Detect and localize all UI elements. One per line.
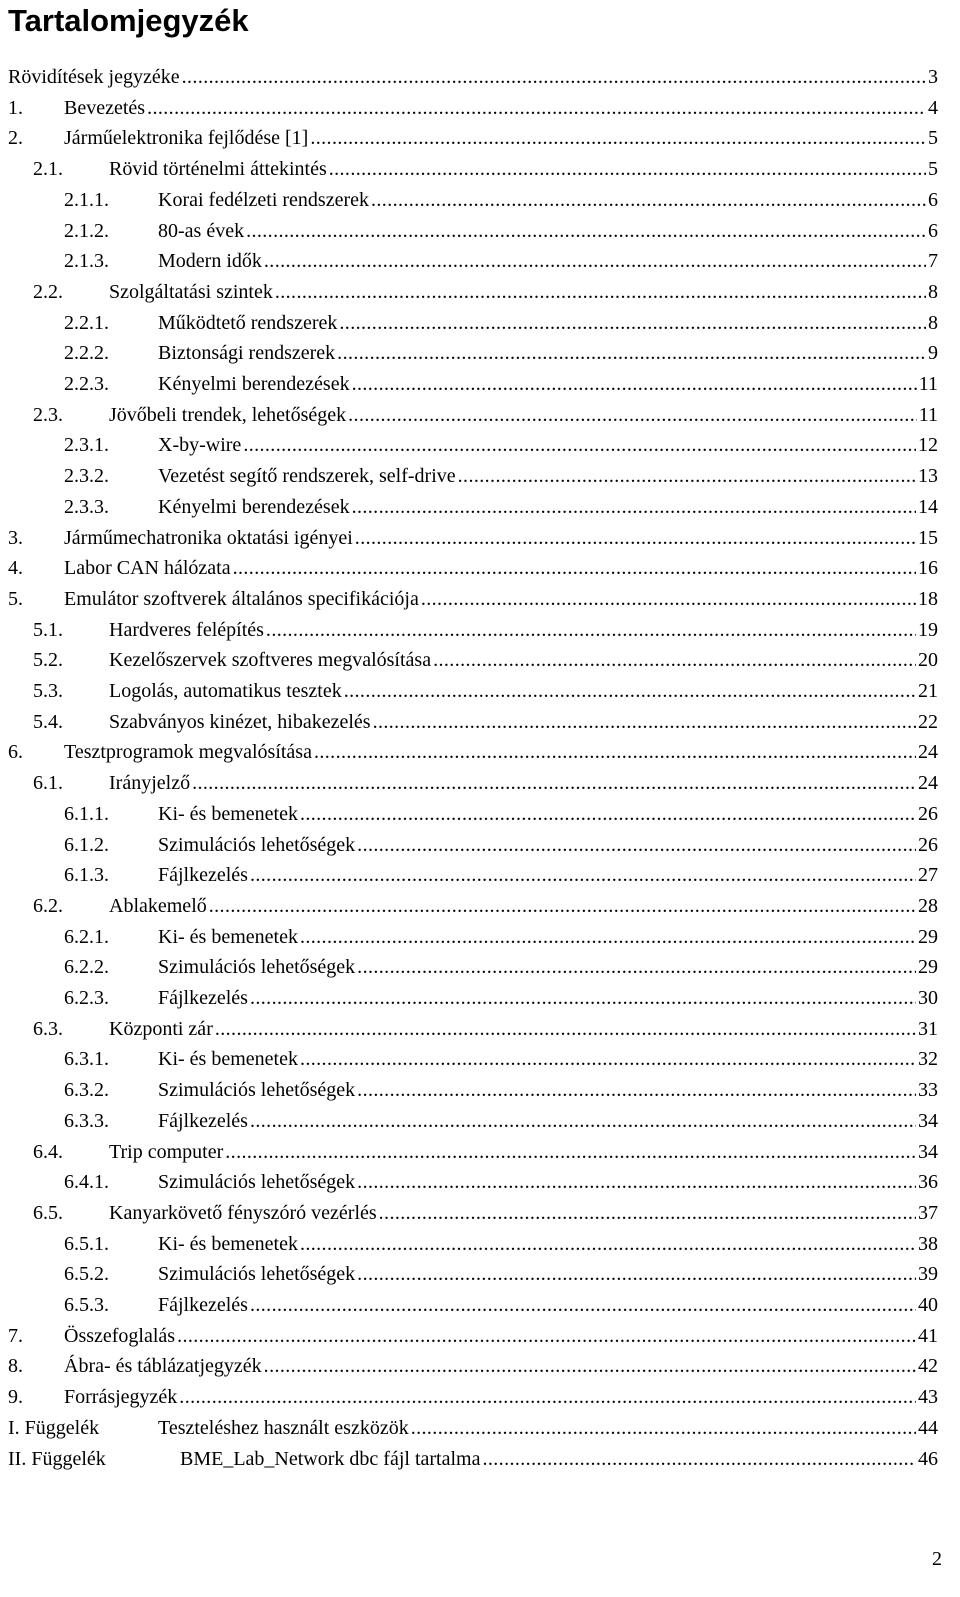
toc-dot-leader <box>250 1290 916 1320</box>
toc-entry[interactable] <box>33 1198 938 1229</box>
toc-dot-leader <box>300 922 916 952</box>
toc-entry[interactable] <box>33 277 938 308</box>
toc-entry-label: Szimulációs lehetőségek <box>158 833 356 856</box>
toc-entry-page: 32 <box>918 1048 938 1071</box>
toc-entry-page: 4 <box>928 96 938 119</box>
toc-dot-leader <box>352 492 916 522</box>
toc-entry[interactable] <box>64 799 938 830</box>
toc-entry[interactable] <box>33 154 938 185</box>
toc-dot-leader <box>357 1075 916 1105</box>
toc-entry-label: Fájlkezelés <box>158 1109 248 1132</box>
toc-entry-page: 9 <box>928 342 938 365</box>
toc-entry[interactable] <box>64 308 938 339</box>
toc-entry-number: 6. <box>8 741 23 764</box>
toc-entry[interactable] <box>64 461 938 492</box>
toc-entry-number: 4. <box>8 557 23 580</box>
toc-dot-leader <box>329 154 926 184</box>
toc-entry[interactable] <box>64 246 938 277</box>
toc-entry-page: 31 <box>918 1017 938 1040</box>
toc-entry-number: 2.3.2. <box>64 465 109 488</box>
toc-entry-page: 6 <box>928 188 938 211</box>
toc-entry[interactable] <box>33 645 938 676</box>
toc-entry[interactable] <box>64 1075 938 1106</box>
toc-entry-label: Labor CAN hálózata <box>64 557 231 580</box>
toc-entry-label: Trip computer <box>109 1140 224 1163</box>
toc-entry-label: Szimulációs lehetőségek <box>158 1263 356 1286</box>
toc-dot-leader <box>225 1137 916 1167</box>
toc-entry-label: Hardveres felépítés <box>109 618 264 641</box>
toc-entry-number: 6.3.3. <box>64 1109 109 1132</box>
toc-entry-number: 7. <box>8 1324 23 1347</box>
toc-entry[interactable] <box>33 891 938 922</box>
toc-entry-number: 6.4. <box>33 1140 63 1163</box>
toc-dot-leader <box>371 185 926 215</box>
toc-entry-number: 9. <box>8 1386 23 1409</box>
toc-entry-number: 6.2. <box>33 894 63 917</box>
toc-entry[interactable] <box>64 1106 938 1137</box>
toc-entry-label: Járműmechatronika oktatási igényei <box>64 526 353 549</box>
toc-dot-leader <box>192 768 916 798</box>
toc-entry-number: 6.1. <box>33 772 63 795</box>
toc-entry-page: 5 <box>928 127 938 150</box>
toc-entry-number: 2.2.1. <box>64 311 109 334</box>
toc-entry-page: 33 <box>918 1079 938 1102</box>
toc-dot-leader <box>300 1229 916 1259</box>
toc-entry-page: 39 <box>918 1263 938 1286</box>
toc-entry-page: 8 <box>928 280 938 303</box>
toc-entry-page: 16 <box>918 557 938 580</box>
toc-entry[interactable] <box>64 1259 938 1290</box>
toc-entry-label: Ki- és bemenetek <box>158 1048 298 1071</box>
toc-entry-label: Irányjelző <box>109 772 191 795</box>
toc-entry-label: X-by-wire <box>158 434 242 457</box>
toc-entry-label: Járműelektronika fejlődése [1] <box>64 127 309 150</box>
toc-dot-leader <box>250 860 916 890</box>
toc-entry-label: Bevezetés <box>64 96 146 119</box>
toc-dot-leader <box>177 1321 916 1351</box>
toc-entry-number: 2. <box>8 127 23 150</box>
toc-entry-label: Szimulációs lehetőségek <box>158 1171 356 1194</box>
toc-entry-page: 29 <box>918 956 938 979</box>
toc-entry-number: 2.1.3. <box>64 250 109 273</box>
toc-dot-leader <box>352 369 917 399</box>
toc-entry[interactable] <box>64 1167 938 1198</box>
toc-entry-number: 6.2.1. <box>64 925 109 948</box>
toc-entry-number: 6.1.2. <box>64 833 109 856</box>
toc-entry[interactable] <box>64 1290 938 1321</box>
page-title: Tartalomjegyzék <box>8 3 249 38</box>
toc-entry-label: Jövőbeli trendek, lehetőségek <box>109 403 347 426</box>
toc-entry[interactable] <box>8 584 938 615</box>
toc-entry[interactable] <box>8 1413 938 1444</box>
toc-entry-label: Szolgáltatási szintek <box>109 280 273 303</box>
toc-entry-page: 18 <box>918 587 938 610</box>
toc-entry-number: 6.3.2. <box>64 1079 109 1102</box>
toc-entry-page: 24 <box>918 741 938 764</box>
toc-entry-page: 6 <box>928 219 938 242</box>
toc-entry-page: 22 <box>918 710 938 733</box>
toc-dot-leader <box>357 830 916 860</box>
toc-entry[interactable] <box>33 768 938 799</box>
page-number: 2 <box>932 1548 942 1570</box>
toc-entry-page: 21 <box>918 680 938 702</box>
toc-entry-page: 38 <box>918 1232 938 1255</box>
toc-entry-number: 2.3. <box>33 403 63 426</box>
toc-entry-label: Kezelőszervek szoftveres megvalósítása <box>109 649 432 672</box>
toc-entry-label: Rövid történelmi áttekintés <box>109 158 327 181</box>
toc-dot-leader <box>243 430 916 460</box>
toc-entry[interactable] <box>64 983 938 1014</box>
toc-entry-page: 13 <box>918 465 938 488</box>
toc-entry[interactable] <box>64 369 938 400</box>
toc-entry-label: Kanyarkövető fényszóró vezérlés <box>109 1201 377 1224</box>
toc-dot-leader <box>357 1167 916 1197</box>
toc-entry-label: Korai fedélzeti rendszerek <box>158 188 369 211</box>
toc-entry-number: 6.3. <box>33 1017 63 1040</box>
toc-entry-page: 34 <box>918 1109 938 1132</box>
toc-entry-label: 80-as évek <box>158 219 245 242</box>
toc-entry-label: Ki- és bemenetek <box>158 1232 298 1255</box>
toc-entry-label: Kényelmi berendezések <box>158 373 350 395</box>
toc-entry-label: Rövidítések jegyzéke <box>8 66 180 88</box>
toc-entry-number: 6.5.2. <box>64 1263 109 1286</box>
toc-dot-leader <box>373 707 916 737</box>
toc-dot-leader <box>339 308 926 338</box>
toc-entry-number: 2.2.2. <box>64 342 109 365</box>
toc-entry-label: Fájlkezelés <box>158 864 248 887</box>
toc-dot-leader <box>314 737 916 767</box>
toc-entry[interactable] <box>8 553 938 584</box>
toc-entry-label: Kényelmi berendezések <box>158 495 350 518</box>
toc-entry-label: Fájlkezelés <box>158 987 248 1009</box>
toc-entry-label: Ki- és bemenetek <box>158 802 298 825</box>
toc-entry-number: 2.1.2. <box>64 219 109 242</box>
toc-entry-number: 6.5. <box>33 1201 63 1224</box>
toc-entry-label: Emulátor szoftverek általános specifikációja <box>64 587 419 610</box>
toc-entry[interactable] <box>8 737 938 768</box>
toc-entry[interactable] <box>64 216 938 247</box>
toc-dot-leader <box>233 553 916 583</box>
toc-dot-leader <box>147 93 926 123</box>
toc-entry[interactable] <box>33 400 938 431</box>
toc-entry-page: 20 <box>918 649 938 672</box>
toc-entry-label: Működtető rendszerek <box>158 311 338 334</box>
toc-entry[interactable] <box>8 123 938 154</box>
toc-dot-leader <box>264 246 926 276</box>
toc-entry[interactable] <box>8 1382 938 1413</box>
toc-entry-label: Teszteléshez használt eszközök <box>158 1416 409 1439</box>
toc-entry-number: 6.1.3. <box>64 864 109 887</box>
toc-entry-page: 30 <box>918 987 938 1009</box>
toc-dot-leader <box>179 1382 916 1412</box>
toc-entry[interactable] <box>8 93 938 124</box>
toc-entry-page: 5 <box>928 158 938 181</box>
toc-entry[interactable] <box>64 952 938 983</box>
toc-entry-label: Tesztprogramok megvalósítása <box>64 741 312 764</box>
toc-dot-leader <box>348 400 917 430</box>
toc-entry-number: 6.2.2. <box>64 956 109 979</box>
toc-entry[interactable] <box>8 1321 938 1352</box>
toc-dot-leader <box>357 952 916 982</box>
toc-entry[interactable] <box>8 523 938 554</box>
toc-entry[interactable] <box>33 676 938 707</box>
toc-entry-page: 36 <box>918 1171 938 1194</box>
toc-entry-page: 34 <box>918 1140 938 1163</box>
toc-entry[interactable] <box>64 430 938 461</box>
toc-entry-number: 8. <box>8 1355 23 1378</box>
toc-entry-page: 26 <box>918 802 938 825</box>
toc-entry[interactable] <box>8 1351 938 1382</box>
toc-entry[interactable] <box>33 1014 938 1045</box>
toc-entry[interactable] <box>64 492 938 523</box>
toc-entry[interactable] <box>64 922 938 953</box>
toc-entry-label: Szabványos kinézet, hibakezelés <box>109 710 371 733</box>
toc-entry-number: 5.3. <box>33 680 63 702</box>
toc-entry-number: 6.2.3. <box>64 987 109 1009</box>
toc-entry[interactable] <box>64 830 938 861</box>
toc-dot-leader <box>411 1413 916 1443</box>
toc-dot-leader <box>215 1014 916 1044</box>
toc-entry-page: 19 <box>918 618 938 641</box>
toc-dot-leader <box>357 1259 916 1289</box>
toc-entry-page: 14 <box>918 495 938 518</box>
toc-entry[interactable] <box>8 1444 938 1475</box>
toc-entry-number: 2.1.1. <box>64 188 109 211</box>
toc-entry-page: 3 <box>928 66 938 88</box>
toc-entry-page: 44 <box>918 1416 938 1439</box>
toc-entry-label: Modern idők <box>158 250 262 273</box>
toc-dot-leader <box>300 799 916 829</box>
toc-entry-label: Biztonsági rendszerek <box>158 342 336 365</box>
toc-entry-page: 7 <box>928 250 938 273</box>
toc-entry-label: Fájlkezelés <box>158 1294 248 1316</box>
toc-entry-page: 15 <box>918 526 938 549</box>
toc-entry[interactable] <box>64 1229 938 1260</box>
toc-entry-label: Összefoglalás <box>64 1324 176 1347</box>
toc-dot-leader <box>421 584 916 614</box>
toc-dot-leader <box>310 123 926 153</box>
toc-entry-label: Ábra- és táblázatjegyzék <box>64 1355 262 1378</box>
toc-entry-number: 2.3.1. <box>64 434 109 457</box>
toc-entry[interactable] <box>64 185 938 216</box>
toc-dot-leader <box>250 1106 916 1136</box>
toc-entry-label: BME_Lab_Network dbc fájl tartalma <box>180 1447 481 1470</box>
toc-entry[interactable] <box>8 62 938 93</box>
toc-entry-page: 40 <box>918 1294 938 1316</box>
toc-entry-label: Vezetést segítő rendszerek, self-drive <box>158 465 456 488</box>
toc-entry-page: 12 <box>918 434 938 457</box>
toc-entry-page: 26 <box>918 833 938 856</box>
toc-entry-page: 11 <box>918 403 938 426</box>
toc-entry-number: 2.1. <box>33 158 63 181</box>
toc-entry-number: 6.4.1. <box>64 1171 109 1194</box>
toc-dot-leader <box>264 1351 916 1381</box>
toc-entry-page: 8 <box>928 311 938 334</box>
toc-entry-number: 6.3.1. <box>64 1048 109 1071</box>
toc-entry-label: Logolás, automatikus tesztek <box>109 680 342 702</box>
toc-entry-number: 6.5.3. <box>64 1294 109 1316</box>
toc-dot-leader <box>458 461 916 491</box>
toc-entry-number: 2.2. <box>33 280 63 303</box>
toc-entry-number: 6.1.1. <box>64 802 109 825</box>
toc-dot-leader <box>355 523 916 553</box>
toc-dot-leader <box>209 891 916 921</box>
toc-entry-page: 29 <box>918 925 938 948</box>
toc-entry[interactable] <box>33 1137 938 1168</box>
toc-entry-number: 2.3.3. <box>64 495 109 518</box>
toc-entry-number: II. Függelék <box>8 1447 106 1470</box>
toc-dot-leader <box>266 615 916 645</box>
toc-entry[interactable] <box>64 338 938 369</box>
toc-entry-page: 24 <box>918 772 938 795</box>
toc-entry-number: 3. <box>8 526 23 549</box>
toc-entry-number: 6.5.1. <box>64 1232 109 1255</box>
toc-entry[interactable] <box>33 707 938 738</box>
toc-dot-leader <box>337 338 926 368</box>
toc-entry-page: 27 <box>918 864 938 887</box>
toc-entry-page: 37 <box>918 1201 938 1224</box>
toc-entry-number: 2.2.3. <box>64 373 109 395</box>
toc-dot-leader <box>182 62 926 92</box>
toc-entry-page: 46 <box>918 1447 938 1470</box>
toc-dot-leader <box>482 1444 916 1474</box>
toc-entry-page: 43 <box>918 1386 938 1409</box>
toc-entry-label: Ki- és bemenetek <box>158 925 298 948</box>
toc-entry-label: Ablakemelő <box>109 894 207 917</box>
toc-dot-leader <box>250 983 916 1013</box>
toc-entry[interactable] <box>33 615 938 646</box>
toc-dot-leader <box>300 1044 916 1074</box>
toc-entry-label: Szimulációs lehetőségek <box>158 1079 356 1102</box>
toc-dot-leader <box>344 676 916 706</box>
toc-entry-number: 1. <box>8 96 23 119</box>
toc-entry-number: 5.1. <box>33 618 63 641</box>
toc-entry-number: 5.2. <box>33 649 63 672</box>
toc-entry[interactable] <box>64 860 938 891</box>
toc-entry-number: I. Függelék <box>8 1416 100 1439</box>
toc-entry-number: 5. <box>8 587 23 610</box>
toc-entry-page: 41 <box>918 1324 938 1347</box>
toc-entry-page: 11 <box>918 373 938 395</box>
toc-entry-label: Forrásjegyzék <box>64 1386 178 1409</box>
toc-entry-label: Központi zár <box>109 1017 213 1040</box>
toc-entry-page: 28 <box>918 894 938 917</box>
toc-entry-page: 42 <box>918 1355 938 1378</box>
toc-entry-number: 5.4. <box>33 710 63 733</box>
toc-dot-leader <box>379 1198 916 1228</box>
toc-entry-label: Szimulációs lehetőségek <box>158 956 356 979</box>
toc-dot-leader <box>246 216 926 246</box>
toc-entry[interactable] <box>64 1044 938 1075</box>
toc-dot-leader <box>275 277 926 307</box>
toc-dot-leader <box>433 645 916 675</box>
